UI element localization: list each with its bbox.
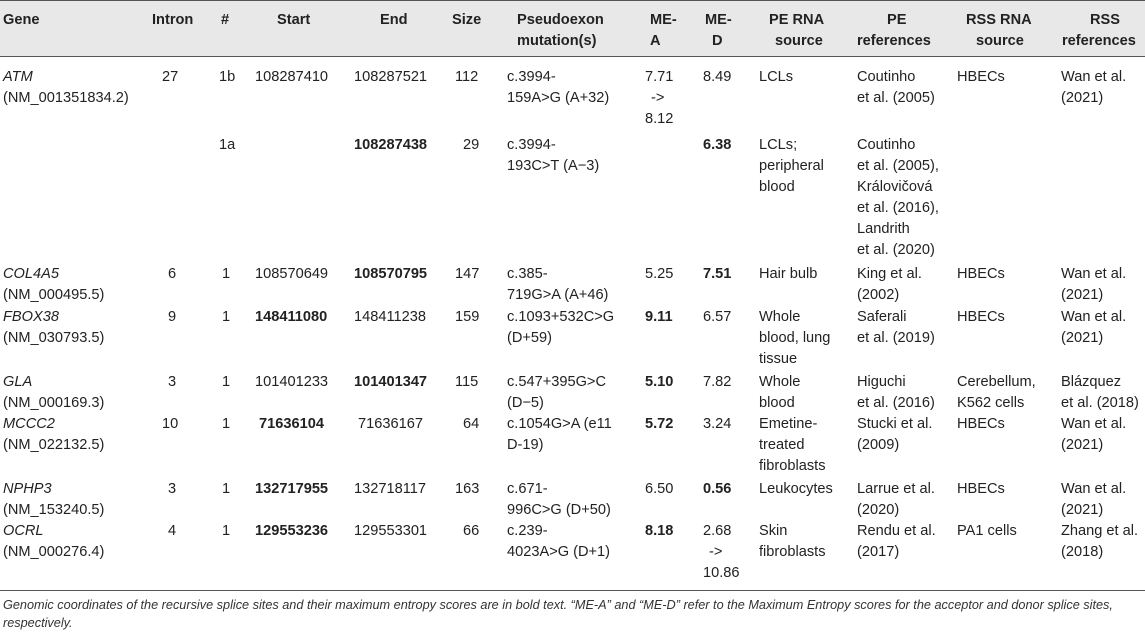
pe-rna-line-1: Skin <box>759 523 788 539</box>
end: 101401347 <box>354 374 428 390</box>
size: 29 <box>463 137 480 153</box>
mutation-line-1: c.547+395G>C <box>507 374 606 390</box>
pe-ref-line-2: (2020) <box>857 502 900 518</box>
mutation-line-2: 996C>G (D+50) <box>507 502 611 518</box>
pe-number: 1 <box>222 309 231 325</box>
header-number: # <box>221 12 230 28</box>
mutation-line-2: (D+59) <box>507 330 553 346</box>
pe-ref-line-1: Coutinho <box>857 69 916 85</box>
pe-rna-line-2: fibroblasts <box>759 544 826 560</box>
gene-name: ATM <box>3 69 33 85</box>
header-mea-2: A <box>650 33 661 49</box>
pe-number: 1 <box>222 266 231 282</box>
rss-rna-source: HBECs <box>957 481 1005 497</box>
pe-number: 1a <box>219 137 236 153</box>
pe-ref-line-2: et al. (2005), <box>857 158 939 174</box>
pe-rna-line-3: blood <box>759 179 795 195</box>
pe-rna-line-1: LCLs; <box>759 137 798 153</box>
mutation-line-1: c.3994- <box>507 137 556 153</box>
end: 148411238 <box>354 309 426 325</box>
me-d: 7.51 <box>703 266 732 282</box>
header-rss-ref-2: references <box>1062 33 1136 49</box>
start: 129553236 <box>255 523 329 539</box>
header-end: End <box>380 12 408 28</box>
me-a-2: 8.12 <box>645 111 674 127</box>
gene-name: OCRL <box>3 523 44 539</box>
start: 71636104 <box>259 416 324 432</box>
rss-rna-line-2: K562 cells <box>957 395 1025 411</box>
mutation-line-1: c.671- <box>507 481 548 497</box>
pe-number: 1 <box>222 374 231 390</box>
me-a-arrow: -> <box>651 90 665 106</box>
intron: 3 <box>168 374 177 390</box>
end: 108287438 <box>354 137 428 153</box>
size: 159 <box>455 309 480 325</box>
pe-number: 1 <box>222 416 231 432</box>
header-rss-rna-2: source <box>976 33 1024 49</box>
size: 66 <box>463 523 480 539</box>
gene-accession: (NM_000495.5) <box>3 287 105 303</box>
pe-rna-source: LCLs <box>759 69 794 85</box>
pe-ref-line-5: Landrith <box>857 221 910 237</box>
pe-ref-line-6: et al. (2020) <box>857 242 935 258</box>
size: 163 <box>455 481 480 497</box>
intron: 6 <box>168 266 177 282</box>
pe-ref-line-2: et al. (2019) <box>857 330 935 346</box>
pe-ref-line-1: King et al. <box>857 266 922 282</box>
me-d-2: 10.86 <box>703 565 740 581</box>
pe-number: 1 <box>222 481 231 497</box>
pe-number: 1b <box>219 69 236 85</box>
end: 129553301 <box>354 523 428 539</box>
pe-rna-line-2: blood, lung <box>759 330 831 346</box>
gene-name: GLA <box>3 374 33 390</box>
rss-ref-line-2: (2021) <box>1061 287 1104 303</box>
me-d: 2.68 <box>703 523 732 539</box>
header-gene: Gene <box>3 12 40 28</box>
gene-accession: (NM_030793.5) <box>3 330 105 346</box>
mutation-line-1: c.1054G>A (e11 <box>507 416 612 432</box>
pe-rna-line-3: tissue <box>759 351 798 367</box>
rss-ref-line-2: (2021) <box>1061 437 1104 453</box>
mutation-line-2: D-19) <box>507 437 544 453</box>
gene-name: NPHP3 <box>3 481 52 497</box>
pe-rna-line-1: Whole <box>759 374 801 390</box>
rss-ref-line-2: (2021) <box>1061 330 1104 346</box>
pe-rna-line-2: blood <box>759 395 795 411</box>
me-a: 8.18 <box>645 523 674 539</box>
intron: 10 <box>162 416 179 432</box>
pe-rna-line-2: peripheral <box>759 158 824 174</box>
gene-accession: (NM_000169.3) <box>3 395 105 411</box>
header-intron: Intron <box>152 12 194 28</box>
pe-rna-line-2: treated <box>759 437 805 453</box>
start: 132717955 <box>255 481 329 497</box>
table-footnote: Genomic coordinates of the recursive splice sites and their maximum entropy scores are in bold text. “ME-A” and “ME-D” refer to the Maximum Entropy scores for the acceptor and donor splice sites, respectively. <box>3 598 1113 630</box>
pe-number: 1 <box>222 523 231 539</box>
pe-rna-line-1: Whole <box>759 309 801 325</box>
start: 148411080 <box>255 309 328 325</box>
mutation-line-1: c.239- <box>507 523 548 539</box>
rss-rna-source: HBECs <box>957 309 1005 325</box>
pe-rna-source: Leukocytes <box>759 481 833 497</box>
end: 108570795 <box>354 266 428 282</box>
rss-rna-source: HBECs <box>957 416 1005 432</box>
start: 108287410 <box>255 69 329 85</box>
end: 71636167 <box>358 416 423 432</box>
pe-rna-source: Hair bulb <box>759 266 818 282</box>
start: 108570649 <box>255 266 329 282</box>
mutation-line-1: c.385- <box>507 266 548 282</box>
pe-ref-line-1: Saferali <box>857 309 907 325</box>
size: 115 <box>455 374 479 390</box>
pe-ref-line-1: Rendu et al. <box>857 523 936 539</box>
header-pe-ref-2: references <box>857 33 931 49</box>
pe-ref-line-3: Královičová <box>857 179 933 195</box>
pe-ref-line-1: Higuchi <box>857 374 906 390</box>
mutation-line-2: (D−5) <box>507 395 544 411</box>
rss-ref-line-1: Blázquez <box>1061 374 1122 390</box>
end: 132718117 <box>354 481 426 497</box>
header-med-2: D <box>712 33 723 49</box>
header-pe-rna-1: PE RNA <box>769 12 825 28</box>
pe-ref-line-2: et al. (2016) <box>857 395 935 411</box>
start: 101401233 <box>255 374 329 390</box>
gene-accession: (NM_022132.5) <box>3 437 105 453</box>
gene-name: MCCC2 <box>3 416 55 432</box>
me-a: 6.50 <box>645 481 674 497</box>
size: 112 <box>455 69 479 85</box>
header-pe-ref-1: PE <box>887 12 907 28</box>
rss-ref-line-1: Wan et al. <box>1061 309 1127 325</box>
me-d: 0.56 <box>703 481 732 497</box>
rss-ref-line-2: (2021) <box>1061 502 1104 518</box>
pe-ref-line-2: (2009) <box>857 437 900 453</box>
header-pseudoexon-2: mutation(s) <box>517 33 597 49</box>
rss-ref-line-2: (2021) <box>1061 90 1104 106</box>
rss-ref-line-1: Wan et al. <box>1061 416 1127 432</box>
gene-accession: (NM_153240.5) <box>3 502 105 518</box>
end: 108287521 <box>354 69 428 85</box>
pe-ref-line-1: Larrue et al. <box>857 481 935 497</box>
rss-rna-source: PA1 cells <box>957 523 1017 539</box>
header-rss-rna-1: RSS RNA <box>966 12 1032 28</box>
mutation-line-2: 719G>A (A+46) <box>507 287 609 303</box>
rss-rna-source: HBECs <box>957 266 1005 282</box>
gene-accession: (NM_000276.4) <box>3 544 105 560</box>
me-d: 8.49 <box>703 69 732 85</box>
rss-ref-line-1: Wan et al. <box>1061 266 1127 282</box>
header-pseudoexon-1: Pseudoexon <box>517 12 604 28</box>
mutation-line-1: c.3994- <box>507 69 556 85</box>
rss-ref-line-2: (2018) <box>1061 544 1104 560</box>
pe-rna-line-3: fibroblasts <box>759 458 826 474</box>
rss-ref-line-1: Zhang et al. <box>1061 523 1139 539</box>
intron: 3 <box>168 481 177 497</box>
top-rule <box>0 0 1145 1</box>
intron: 4 <box>168 523 177 539</box>
size: 147 <box>455 266 480 282</box>
pe-ref-line-4: et al. (2016), <box>857 200 939 216</box>
mutation-line-1: c.1093+532C>G <box>507 309 615 325</box>
intron: 9 <box>168 309 177 325</box>
gene-name: FBOX38 <box>3 309 59 325</box>
me-d: 6.38 <box>703 137 732 153</box>
bottom-rule <box>0 590 1145 591</box>
mutation-line-2: 4023A>G (D+1) <box>507 544 611 560</box>
header-rule <box>0 56 1145 57</box>
me-a: 9.11 <box>645 309 673 325</box>
intron: 27 <box>162 69 179 85</box>
me-a: 5.10 <box>645 374 674 390</box>
header-med-1: ME- <box>705 12 732 28</box>
me-d-arrow: -> <box>709 544 723 560</box>
me-a: 5.72 <box>645 416 674 432</box>
me-d: 7.82 <box>703 374 732 390</box>
me-a: 5.25 <box>645 266 674 282</box>
mutation-line-2: 193C>T (A−3) <box>507 158 600 174</box>
pe-ref-line-2: et al. (2005) <box>857 90 935 106</box>
gene-name: COL4A5 <box>3 266 59 282</box>
gene-accession: (NM_001351834.2) <box>3 90 129 106</box>
size: 64 <box>463 416 480 432</box>
header-rss-ref-1: RSS <box>1090 12 1121 28</box>
header-start: Start <box>277 12 311 28</box>
rss-ref-line-1: Wan et al. <box>1061 481 1127 497</box>
pe-ref-line-2: (2002) <box>857 287 900 303</box>
me-a: 7.71 <box>645 69 674 85</box>
header-pe-rna-2: source <box>775 33 823 49</box>
me-d: 3.24 <box>703 416 732 432</box>
pe-ref-line-1: Stucki et al. <box>857 416 933 432</box>
header-size: Size <box>452 12 482 28</box>
pe-ref-line-2: (2017) <box>857 544 900 560</box>
rss-rna-line-1: Cerebellum, <box>957 374 1036 390</box>
me-d: 6.57 <box>703 309 732 325</box>
rss-ref-line-1: Wan et al. <box>1061 69 1127 85</box>
pe-ref-line-1: Coutinho <box>857 137 916 153</box>
header-mea-1: ME- <box>650 12 677 28</box>
rss-ref-line-2: et al. (2018) <box>1061 395 1139 411</box>
mutation-line-2: 159A>G (A+32) <box>507 90 610 106</box>
rss-rna-source: HBECs <box>957 69 1005 85</box>
pe-rna-line-1: Emetine- <box>759 416 818 432</box>
